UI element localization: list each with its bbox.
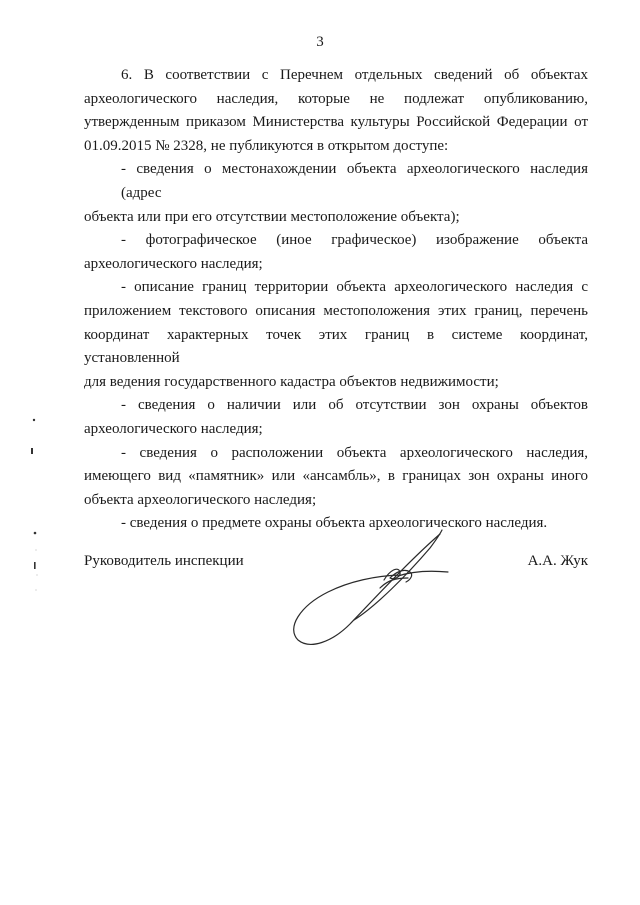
list-item-zones: [84, 394, 588, 441]
text-line: для ведения государственного кадастра объектов недвижимости;: [84, 373, 499, 390]
list-item-boundaries: [84, 276, 588, 394]
text-line: - сведения о расположении объекта археологического наследия,: [121, 444, 588, 461]
list-item-placement: [84, 442, 588, 513]
text-line: объекта археологического наследия;: [84, 491, 317, 508]
text-line: археологического наследия, которые не подлежат опубликованию,: [84, 90, 588, 107]
text-line: 6. В соответствии с Перечнем отдельных сведений об объектах: [121, 67, 588, 83]
text-line: - описание границ территории объекта археологического наследия с: [121, 279, 588, 296]
text-line: приложением текстового описания местоположения этих границ, перечень: [84, 302, 588, 319]
signer-position: Руководитель инспекции: [84, 553, 244, 569]
text-line: имеющего вид «памятник» или «ансамбль», в границах зон охраны иного: [84, 468, 588, 485]
text-line: координат характерных точек этих границ в системе координат, установленной: [84, 326, 588, 367]
handwritten-signature: [280, 520, 470, 660]
signer-name: А.А. Жук: [527, 553, 588, 569]
text-line: - фотографическое (иное графическое) изображение объекта: [121, 232, 588, 249]
list-item-photo: [84, 229, 588, 276]
document-body: [84, 64, 588, 536]
text-line: - сведения о наличии или об отсутствии зон охраны объектов: [121, 397, 588, 414]
list-item-location: [84, 158, 588, 229]
scan-margin-marks: [26, 400, 46, 600]
text-line: - сведения о местонахождении объекта археологического наследия (адрес: [121, 161, 588, 201]
text-line: археологического наследия;: [84, 420, 263, 437]
text-line: утвержденным приказом Министерства культуры Российской Федерации от: [84, 114, 588, 131]
paragraph-intro: [84, 64, 588, 158]
text-line: археологического наследия;: [84, 255, 263, 272]
text-line: 01.09.2015 № 2328, не публикуются в открытом доступе:: [84, 137, 449, 154]
page-number: 3: [316, 34, 324, 50]
text-line: объекта или при его отсутствии местоположение объекта);: [84, 208, 460, 225]
text-line: - сведения о предмете охраны объекта археологического наследия.: [121, 515, 548, 532]
